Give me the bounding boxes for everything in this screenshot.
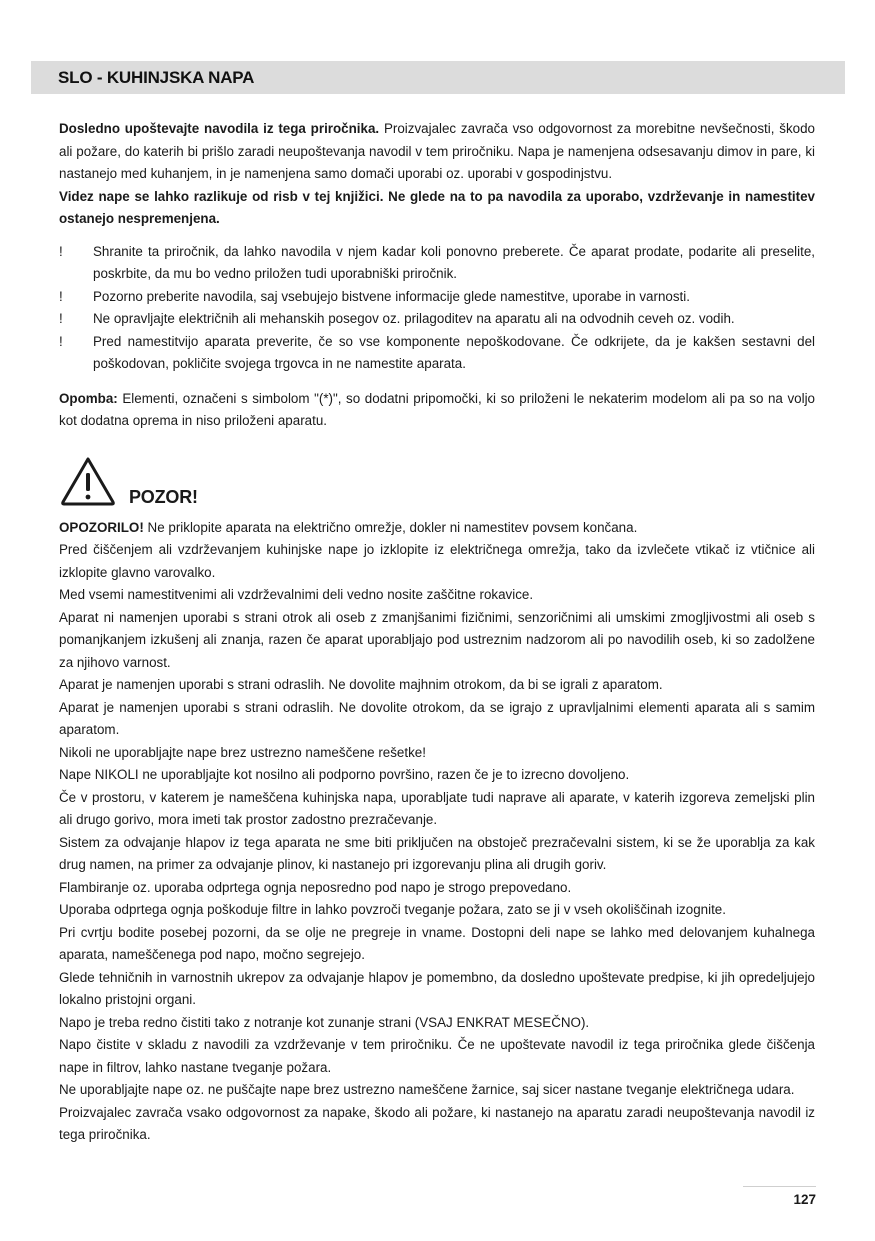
list-item <box>59 331 815 376</box>
list-item-text: Pozorno preberite navodila, saj vsebujejo bistvene informacije glede namestitve, uporabe in varnosti. <box>93 288 690 304</box>
exclamation-bullet: ! <box>59 333 63 349</box>
note-text: Elementi, označeni s simbolom "(*)", so dodatni pripomočki, ki so priloženi le nekaterim modelom ali pa so na voljo kot dodatna oprema in niso priloženi aparatu. <box>59 390 815 428</box>
caution-paragraph: Aparat je namenjen uporabi s strani odraslih. Ne dovolite otrokom, da se igrajo z upravljalnimi elementi aparata ali s samim aparatom. <box>59 699 815 737</box>
caution-paragraph: Napo je treba redno čistiti tako z notranje kot zunanje strani (VSAJ ENKRAT MESEČNO). <box>59 1014 590 1030</box>
design-disclaimer: Videz nape se lahko razlikuje od risb v tej knjižici. Ne glede na to pa navodila za uporabo, vzdrževanje in namestitev ostanejo nespremenjena. <box>59 188 815 226</box>
caution-paragraph: Če v prostoru, v katerem je nameščena kuhinjska napa, uporabljate tudi naprave ali aparate, v katerih izgoreva zemeljski plin ali drugo gorivo, mora imeti tak prostor zadostno prezračevanje. <box>59 789 815 827</box>
intro-text: Proizvajalec zavrača vso odgovornost za morebitne nevšečnosti, škodo ali požare, do katerih bi prišlo zaradi neupoštevanja navodil v tem priročniku. Napa je namenjena odsesavanju dimov in pare, ki nastanejo med kuhanjem, in je namenjena samo domači uporabi oz. uporabi v gospodinjstvu. <box>59 121 815 181</box>
caution-paragraph: Nikoli ne uporabljajte nape brez ustrezno nameščene rešetke! <box>59 744 426 760</box>
document-body <box>59 118 815 1147</box>
list-item-text: Shranite ta priročnik, da lahko navodila v njem kadar koli ponovno preberete. Če aparat prodate, podarite ali preselite, poskrbite, da mu bo vedno priložen tudi uporabniški priročnik. <box>93 243 815 281</box>
caution-paragraph: Glede tehničnih in varnostnih ukrepov za odvajanje hlapov je pomembno, da dosledno upoštevate predpise, ki jih opredeljujejo lokalno pristojni organi. <box>59 969 815 1007</box>
caution-paragraph: Ne uporabljajte nape oz. ne puščajte nape brez ustrezno nameščene žarnice, saj sicer nastane tveganje električnega udara. <box>59 1082 795 1097</box>
warning-triangle-icon <box>59 455 117 507</box>
caution-heading <box>59 455 815 513</box>
caution-paragraph: Napo čistite v skladu z navodili za vzdrževanje v tem priročniku. Če ne upoštevate navodil iz tega priročnika glede čiščenja nape in filtrov, lahko nastane tveganje požara. <box>59 1037 815 1075</box>
note-label: Opomba: <box>59 390 118 406</box>
caution-paragraph: Aparat ni namenjen uporabi s strani otrok ali oseb z zmanjšanimi fizičnimi, senzoričnimi ali umskimi zmogljivostmi ali oseb s pomanjkanjem izkušenj ali znanja, razen če aparat uporabljajo pod ustreznim nadzorom ali po navodilih oseb, ki so zadolžene za njihovo varnost. <box>59 609 815 670</box>
list-item <box>59 286 815 309</box>
note-paragraph <box>59 388 815 433</box>
caution-paragraph: Sistem za odvajanje hlapov iz tega aparata ne sme biti priključen na obstoječ prezračevalni sistem, ki se že uporablja za kak drug namen, na primer za odvajanje plinov, ki nastanejo pri izgorevanju plina ali drugih goriv. <box>59 834 815 872</box>
list-item-text: Ne opravljajte električnih ali mehanskih posegov oz. prilagoditev na aparatu ali na odvodnih ceveh oz. vodih. <box>93 311 735 326</box>
caution-paragraph: Uporaba odprtega ognja poškoduje filtre in lahko povzroči tveganje požara, zato se ji v vseh okoliščinah izognite. <box>59 902 726 917</box>
intro-emphasis: Dosledno upoštevajte navodila iz tega priročnika. <box>59 121 380 136</box>
caution-paragraph <box>59 517 815 540</box>
page-number: 127 <box>743 1186 816 1207</box>
warning-list <box>59 241 815 376</box>
caution-paragraph: Nape NIKOLI ne uporabljajte kot nosilno ali podporno površino, razen če je to izrecno dovoljeno. <box>59 767 630 782</box>
list-item <box>59 308 815 331</box>
list-item <box>59 241 815 286</box>
caution-paragraph: Aparat je namenjen uporabi s strani odraslih. Ne dovolite majhnim otrokom, da bi se igrali z aparatom. <box>59 677 663 692</box>
exclamation-bullet: ! <box>59 288 63 304</box>
caution-warning-text: Ne priklopite aparata na električno omrežje, dokler ni namestitev povsem končana. <box>143 519 638 535</box>
caution-paragraph: Pred čiščenjem ali vzdrževanjem kuhinjske nape jo izklopite iz električnega omrežja, tako da izvlečete vtikač iz vtičnice ali izklopite glavno varovalko. <box>59 542 815 580</box>
exclamation-bullet: ! <box>59 311 63 326</box>
exclamation-bullet: ! <box>59 243 63 259</box>
caution-paragraph: Med vsemi namestitvenimi ali vzdrževalnimi deli vedno nosite zaščitne rokavice. <box>59 587 534 602</box>
section-title-bar <box>31 61 845 94</box>
caution-paragraph: Proizvajalec zavrača vsako odgovornost za napake, škodo ali požare, ki nastanejo na aparatu zaradi neupoštevanja navodil iz tega priročnika. <box>59 1104 815 1142</box>
caution-warning-label: OPOZORILO! <box>59 519 144 535</box>
page-title: SLO - KUHINJSKA NAPA <box>58 68 255 87</box>
caution-paragraph: Flambiranje oz. uporaba odprtega ognja neposredno pod napo je strogo prepovedano. <box>59 879 572 895</box>
intro-paragraph <box>59 118 815 186</box>
list-item-text: Pred namestitvijo aparata preverite, če so vse komponente nepoškodovane. Če odkrijete, da je kakšen sestavni del poškodovan, pokličite svojega trgovca in ne namestite aparata. <box>93 333 815 371</box>
caution-title: POZOR! <box>129 486 198 507</box>
caution-paragraph: Pri cvrtju bodite posebej pozorni, da se olje ne pregreje in vname. Dostopni deli nape se lahko med delovanjem kuhalnega aparata, nameščenega pod napo, močno segrejejo. <box>59 924 815 962</box>
